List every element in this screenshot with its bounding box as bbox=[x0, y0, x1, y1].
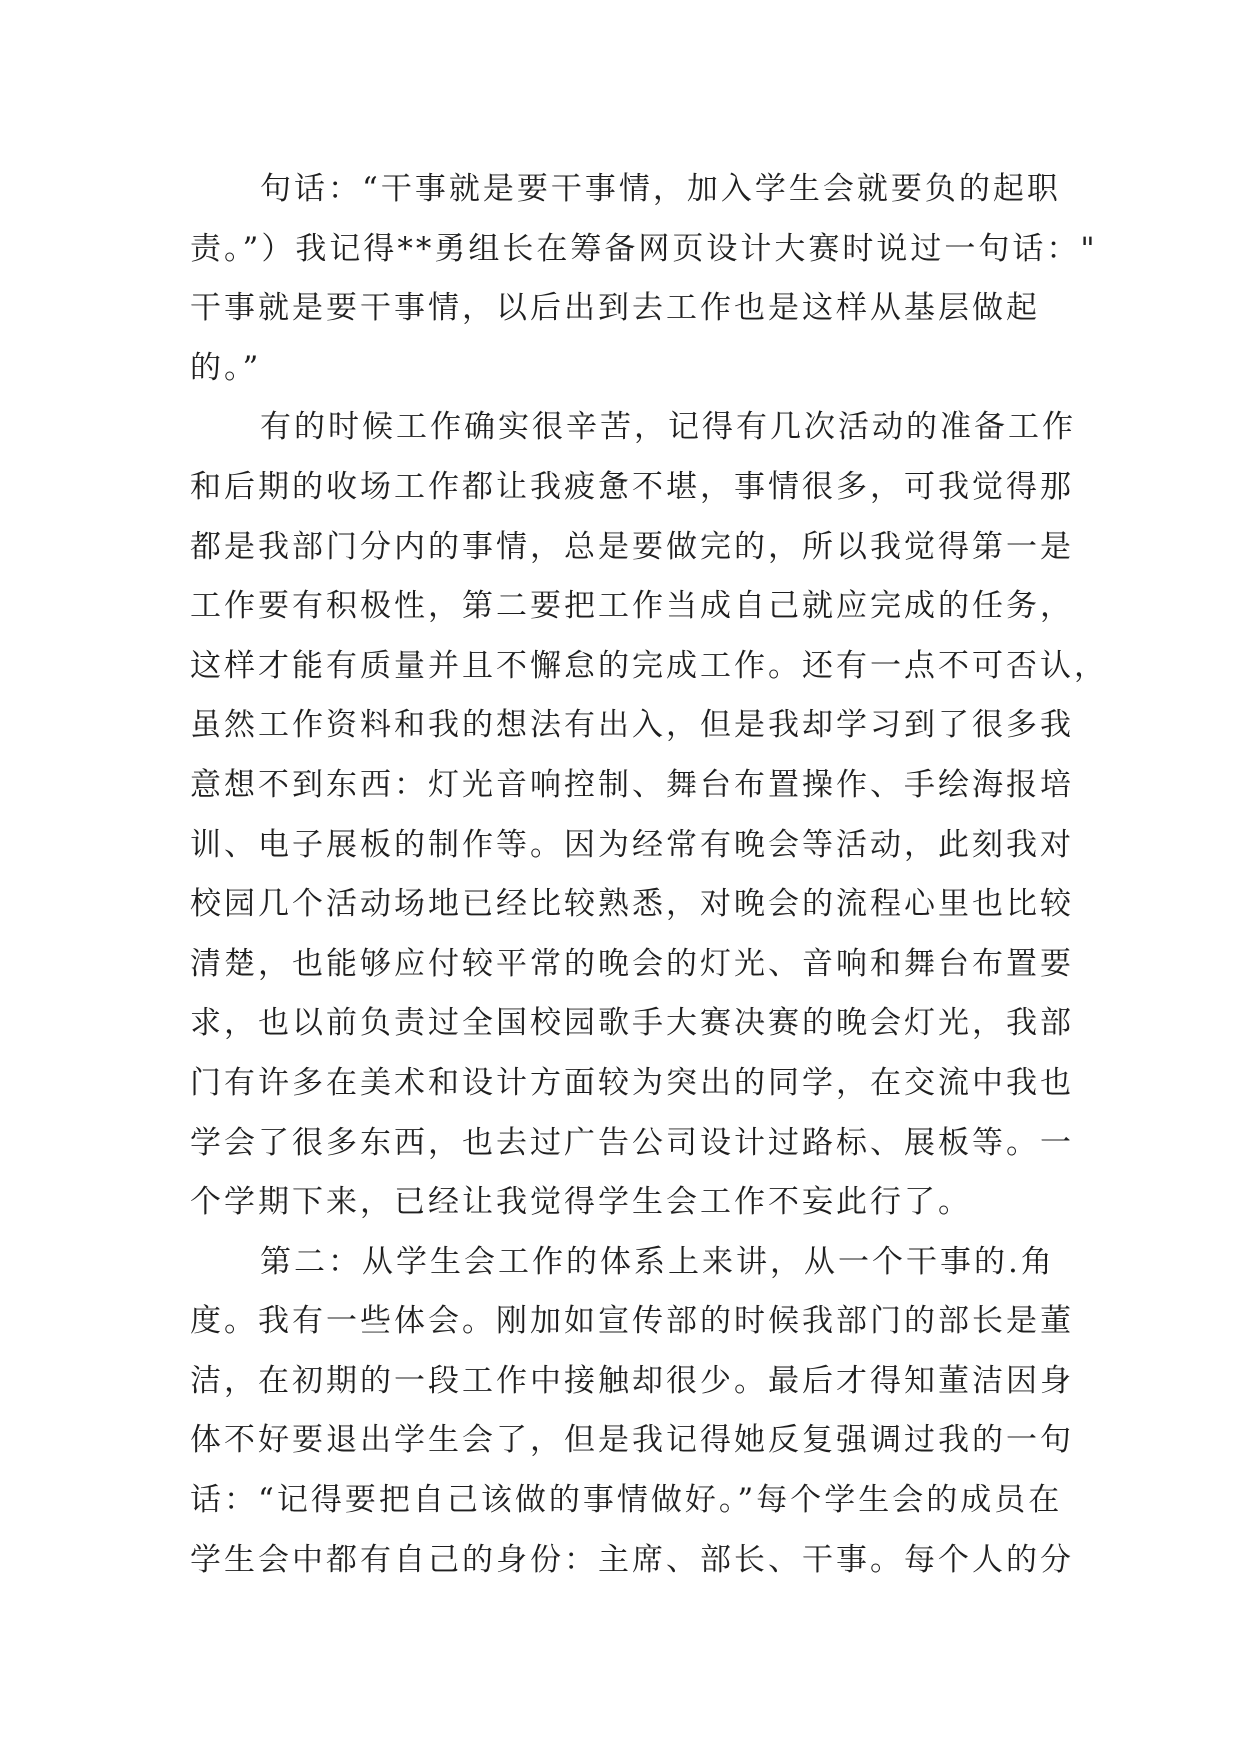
text-line: 责。”）我记得**勇组长在筹备网页设计大赛时说过一句话：" bbox=[190, 230, 1098, 267]
text-line: 体不好要退出学生会了，但是我记得她反复强调过我的一句 bbox=[190, 1422, 1074, 1459]
text-line: 学会了很多东西，也去过广告公司设计过路标、展板等。一 bbox=[190, 1124, 1074, 1161]
text-line: 第二：从学生会工作的体系上来讲，从一个干事的.角 bbox=[260, 1243, 1055, 1280]
text-line: 意想不到东西：灯光音响控制、舞台布置操作、手绘海报培 bbox=[190, 766, 1074, 803]
text-line: 有的时候工作确实很辛苦，记得有几次活动的准备工作 bbox=[260, 409, 1076, 446]
document-body bbox=[190, 160, 1108, 1590]
text-line: 校园几个活动场地已经比较熟悉，对晚会的流程心里也比较 bbox=[190, 886, 1074, 923]
text-line: 话：“记得要把自己该做的事情做好。”每个学生会的成员在 bbox=[190, 1482, 1063, 1519]
text-line: 的。” bbox=[190, 349, 262, 386]
text-line: 度。我有一些体会。刚加如宣传部的时候我部门的部长是董 bbox=[190, 1303, 1074, 1340]
text-line: 门有许多在美术和设计方面较为突出的同学，在交流中我也 bbox=[190, 1064, 1074, 1101]
text-line: 这样才能有质量并且不懈怠的完成工作。还有一点不可否认， bbox=[190, 647, 1108, 684]
text-line: 和后期的收场工作都让我疲惫不堪，事情很多，可我觉得那 bbox=[190, 468, 1074, 505]
text-line: 干事就是要干事情，以后出到去工作也是这样从基层做起 bbox=[190, 290, 1040, 327]
text-line: 都是我部门分内的事情，总是要做完的，所以我觉得第一是 bbox=[190, 528, 1074, 565]
text-line: 个学期下来，已经让我觉得学生会工作不妄此行了。 bbox=[190, 1184, 972, 1221]
text-line: 学生会中都有自己的身份：主席、部长、干事。每个人的分 bbox=[190, 1541, 1074, 1578]
text-line: 工作要有积极性，第二要把工作当成自己就应完成的任务， bbox=[190, 588, 1074, 625]
text-line: 洁，在初期的一段工作中接触却很少。最后才得知董洁因身 bbox=[190, 1362, 1074, 1399]
text-line: 训、电子展板的制作等。因为经常有晚会等活动，此刻我对 bbox=[190, 826, 1074, 863]
text-line: 清楚，也能够应付较平常的晚会的灯光、音响和舞台布置要 bbox=[190, 945, 1074, 982]
text-line: 句话：“干事就是要干事情，加入学生会就要负的起职 bbox=[260, 171, 1061, 207]
text-line: 求，也以前负责过全国校园歌手大赛决赛的晚会灯光，我部 bbox=[190, 1005, 1074, 1042]
text-line: 虽然工作资料和我的想法有出入，但是我却学习到了很多我 bbox=[190, 707, 1074, 744]
